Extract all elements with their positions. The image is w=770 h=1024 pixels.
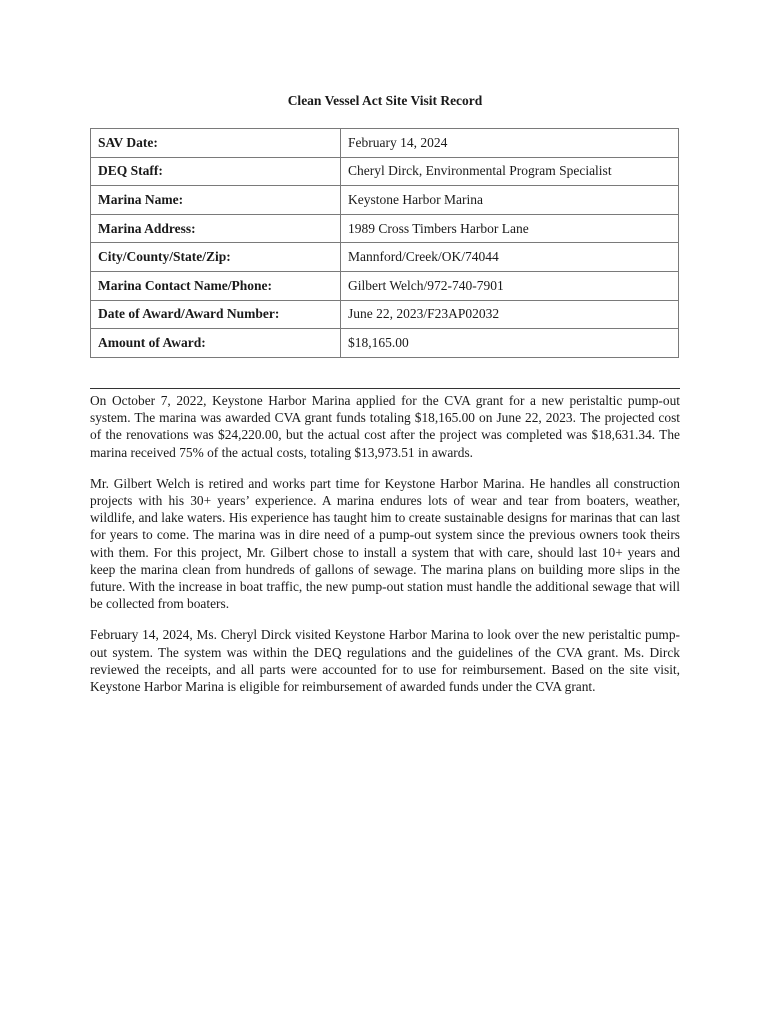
paragraph-contact-background: Mr. Gilbert Welch is retired and works part time for Keystone Harbor Marina. He handles all construction projects with his 30+ years’ experience. A marina endures lots of wear and tear from boaters, weather, wildlife, and lake waters. His experience has taught him to create sustainable designs for marinas that can last for years to come. The marina was in dire need of a pump-out system since the previous owners took theirs with them. For this project, Mr. Gilbert chose to install a system that with care, should last 10+ years and keep the marina clean from hundreds of gallons of sewage. The marina plans on building more slips in the future. With the increase in boat traffic, the new pump-out station must handle the additional sewage that will be collected from boaters. [90, 475, 680, 612]
row-label-award-amount: Amount of Award: [91, 329, 341, 358]
row-label-deq-staff: DEQ Staff: [91, 157, 341, 186]
row-label-city-county-state-zip: City/County/State/Zip: [91, 243, 341, 272]
row-label-sav-date: SAV Date: [91, 129, 341, 158]
row-value-marina-address: 1989 Cross Timbers Harbor Lane [341, 214, 679, 243]
table-row [91, 271, 679, 300]
body-text [90, 392, 680, 709]
row-value-city-county-state-zip: Mannford/Creek/OK/74044 [341, 243, 679, 272]
section-divider [90, 388, 680, 389]
table-row [91, 129, 679, 158]
row-value-deq-staff: Cheryl Dirck, Environmental Program Specialist [341, 157, 679, 186]
row-value-sav-date: February 14, 2024 [341, 129, 679, 158]
row-label-award-date-number: Date of Award/Award Number: [91, 300, 341, 329]
table-row [91, 186, 679, 215]
row-label-marina-address: Marina Address: [91, 214, 341, 243]
row-value-award-date-number: June 22, 2023/F23AP02032 [341, 300, 679, 329]
row-value-marina-contact: Gilbert Welch/972-740-7901 [341, 271, 679, 300]
table-row [91, 329, 679, 358]
site-visit-record-table [90, 128, 679, 358]
row-label-marina-contact: Marina Contact Name/Phone: [91, 271, 341, 300]
paragraph-site-visit: February 14, 2024, Ms. Cheryl Dirck visited Keystone Harbor Marina to look over the new peristaltic pump-out system. The system was within the DEQ regulations and the guidelines of the CVA grant. Ms. Dirck reviewed the receipts, and all parts were accounted for to use for reimbursement. Based on the site visit, Keystone Harbor Marina is eligible for reimbursement of awarded funds under the CVA grant. [90, 627, 680, 695]
row-value-award-amount: $18,165.00 [341, 329, 679, 358]
row-value-marina-name: Keystone Harbor Marina [341, 186, 679, 215]
table-row [91, 243, 679, 272]
paragraph-application: On October 7, 2022, Keystone Harbor Marina applied for the CVA grant for a new peristaltic pump-out system. The marina was awarded CVA grant funds totaling $18,165.00 on June 22, 2023. The projected cost of the renovations was $24,220.00, but the actual cost after the project was completed was $18,631.34. The marina received 75% of the actual costs, totaling $13,973.51 in awards. [90, 393, 680, 460]
row-label-marina-name: Marina Name: [91, 186, 341, 215]
document-title: Clean Vessel Act Site Visit Record [287, 93, 483, 108]
table-row [91, 300, 679, 329]
table-row [91, 157, 679, 186]
table-row [91, 214, 679, 243]
